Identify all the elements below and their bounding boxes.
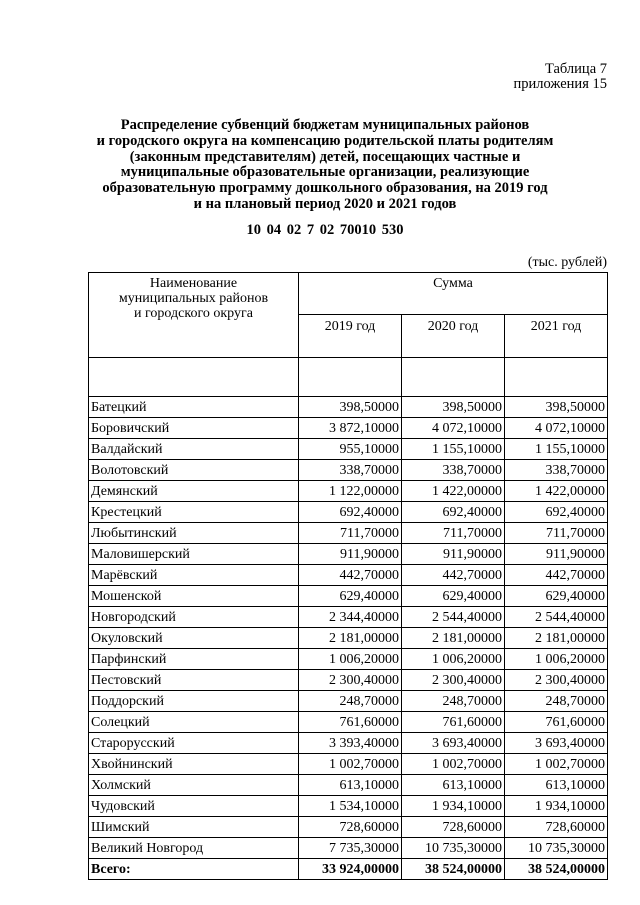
- district-name-cell: Маловишерский: [89, 544, 299, 565]
- district-name-cell: Всего:: [89, 859, 299, 880]
- table-row: [89, 817, 608, 838]
- amount-2020-cell: 1 006,20000: [402, 649, 505, 670]
- district-name-cell: Боровичский: [89, 418, 299, 439]
- amount-2019-cell: 2 300,40000: [299, 670, 402, 691]
- amount-2021-cell: 761,60000: [505, 712, 608, 733]
- amount-2020-cell: 1 422,00000: [402, 481, 505, 502]
- amount-2019-cell: 442,70000: [299, 565, 402, 586]
- amount-2020-cell: 338,70000: [402, 460, 505, 481]
- amount-2021-cell: 728,60000: [505, 817, 608, 838]
- budget-classification-code: 10 04 02 7 02 70010 530: [246, 222, 404, 238]
- title-line: (законным представителям) детей, посещающих частные и: [129, 148, 521, 165]
- amount-2020-cell: 2 300,40000: [402, 670, 505, 691]
- district-name-cell: Старорусский: [89, 733, 299, 754]
- amount-2020-cell: 2 544,40000: [402, 607, 505, 628]
- district-name-cell: Солецкий: [89, 712, 299, 733]
- amount-2019-cell: 398,50000: [299, 397, 402, 418]
- amount-2021-cell: 10 735,30000: [505, 838, 608, 859]
- amount-2020-cell: 692,40000: [402, 502, 505, 523]
- table-row: [89, 670, 608, 691]
- amount-2019-cell: 629,40000: [299, 586, 402, 607]
- district-name-cell: Поддорский: [89, 691, 299, 712]
- amount-2020-cell: 761,60000: [402, 712, 505, 733]
- total-row: [89, 859, 608, 880]
- table-row: [89, 460, 608, 481]
- amount-2021-cell: 692,40000: [505, 502, 608, 523]
- table-row: [89, 565, 608, 586]
- table-row: [89, 397, 608, 418]
- table-row: [89, 712, 608, 733]
- table-row: [89, 649, 608, 670]
- district-name-cell: Любытинский: [89, 523, 299, 544]
- district-name-cell: Марёвский: [89, 565, 299, 586]
- district-name-cell: Крестецкий: [89, 502, 299, 523]
- amount-2019-cell: 3 872,10000: [299, 418, 402, 439]
- sum-column-header: Сумма: [299, 273, 608, 315]
- amount-2020-cell: 3 693,40000: [402, 733, 505, 754]
- amount-2021-cell: 38 524,00000: [505, 859, 608, 880]
- district-name-cell: Окуловский: [89, 628, 299, 649]
- amount-2019-cell: 1 006,20000: [299, 649, 402, 670]
- amount-2019-cell: 613,10000: [299, 775, 402, 796]
- district-name-cell: Великий Новгород: [89, 838, 299, 859]
- appendix-reference: приложения 15: [513, 76, 607, 92]
- year-2021-header: 2021 год: [505, 315, 608, 358]
- document-title: [70, 118, 580, 213]
- title-line: образовательную программу дошкольного образования, на 2019 год: [102, 180, 548, 197]
- amount-2020-cell: 613,10000: [402, 775, 505, 796]
- amount-2021-cell: 2 300,40000: [505, 670, 608, 691]
- amount-2020-cell: 2 181,00000: [402, 628, 505, 649]
- year-2019-header: 2019 год: [299, 315, 402, 358]
- name-header-line: и городского округа: [134, 306, 253, 321]
- name-header-line: муниципальных районов: [118, 291, 269, 306]
- table-row: [89, 523, 608, 544]
- district-name-cell: Валдайский: [89, 439, 299, 460]
- header-spacer-row: [89, 358, 608, 397]
- amount-2019-cell: 2 181,00000: [299, 628, 402, 649]
- amount-2021-cell: 2 181,00000: [505, 628, 608, 649]
- amount-2020-cell: 711,70000: [402, 523, 505, 544]
- district-name-cell: Хвойнинский: [89, 754, 299, 775]
- amount-2021-cell: 3 693,40000: [505, 733, 608, 754]
- amount-2021-cell: 2 544,40000: [505, 607, 608, 628]
- amount-2021-cell: 442,70000: [505, 565, 608, 586]
- amount-2020-cell: 442,70000: [402, 565, 505, 586]
- amount-2019-cell: 761,60000: [299, 712, 402, 733]
- subsidy-table: [88, 272, 608, 880]
- amount-2021-cell: 1 006,20000: [505, 649, 608, 670]
- amount-2021-cell: 1 934,10000: [505, 796, 608, 817]
- table-reference: [514, 62, 607, 92]
- table-row: [89, 754, 608, 775]
- amount-2021-cell: 1 155,10000: [505, 439, 608, 460]
- district-name-cell: Пестовский: [89, 670, 299, 691]
- table-row: [89, 439, 608, 460]
- amount-2020-cell: 1 155,10000: [402, 439, 505, 460]
- amount-2021-cell: 248,70000: [505, 691, 608, 712]
- table-row: [89, 586, 608, 607]
- amount-2020-cell: 398,50000: [402, 397, 505, 418]
- title-line: и городского округа на компенсацию родительской платы родителям: [96, 132, 554, 149]
- amount-2019-cell: 728,60000: [299, 817, 402, 838]
- amount-2021-cell: 911,90000: [505, 544, 608, 565]
- table-row: [89, 775, 608, 796]
- table-row: [89, 628, 608, 649]
- title-line: и на плановый период 2020 и 2021 годов: [193, 195, 457, 212]
- table-row: [89, 418, 608, 439]
- district-name-cell: Батецкий: [89, 397, 299, 418]
- table-row: [89, 502, 608, 523]
- table-row: [89, 838, 608, 859]
- amount-2019-cell: 692,40000: [299, 502, 402, 523]
- amount-2021-cell: 1 002,70000: [505, 754, 608, 775]
- amount-2019-cell: 248,70000: [299, 691, 402, 712]
- name-column-header: [89, 273, 299, 358]
- unit-label: (тыс. рублей): [527, 255, 607, 270]
- amount-2020-cell: 728,60000: [402, 817, 505, 838]
- district-name-cell: Демянский: [89, 481, 299, 502]
- district-name-cell: Новгородский: [89, 607, 299, 628]
- amount-2020-cell: 38 524,00000: [402, 859, 505, 880]
- name-header-line: Наименование: [149, 276, 238, 291]
- amount-2021-cell: 1 422,00000: [505, 481, 608, 502]
- table-row: [89, 544, 608, 565]
- table-number: Таблица 7: [544, 61, 607, 77]
- amount-2019-cell: 955,10000: [299, 439, 402, 460]
- table-row: [89, 796, 608, 817]
- table-row: [89, 733, 608, 754]
- district-name-cell: Шимский: [89, 817, 299, 838]
- amount-2019-cell: 911,90000: [299, 544, 402, 565]
- title-line: муниципальные образовательные организации, реализующие: [120, 164, 530, 181]
- amount-2021-cell: 629,40000: [505, 586, 608, 607]
- amount-2021-cell: 4 072,10000: [505, 418, 608, 439]
- district-name-cell: Парфинский: [89, 649, 299, 670]
- amount-2020-cell: 248,70000: [402, 691, 505, 712]
- table-row: [89, 691, 608, 712]
- amount-2021-cell: 711,70000: [505, 523, 608, 544]
- amount-2021-cell: 398,50000: [505, 397, 608, 418]
- amount-2020-cell: 911,90000: [402, 544, 505, 565]
- amount-2021-cell: 338,70000: [505, 460, 608, 481]
- amount-2020-cell: 629,40000: [402, 586, 505, 607]
- district-name-cell: Волотовский: [89, 460, 299, 481]
- table-row: [89, 481, 608, 502]
- amount-2019-cell: 7 735,30000: [299, 838, 402, 859]
- year-2020-header: 2020 год: [402, 315, 505, 358]
- table-row: [89, 607, 608, 628]
- amount-2019-cell: 711,70000: [299, 523, 402, 544]
- district-name-cell: Чудовский: [89, 796, 299, 817]
- amount-2019-cell: 3 393,40000: [299, 733, 402, 754]
- amount-2020-cell: 1 002,70000: [402, 754, 505, 775]
- amount-2021-cell: 613,10000: [505, 775, 608, 796]
- title-line: Распределение субвенций бюджетам муниципальных районов: [120, 117, 530, 133]
- district-name-cell: Мошенской: [89, 586, 299, 607]
- amount-2019-cell: 2 344,40000: [299, 607, 402, 628]
- amount-2019-cell: 33 924,00000: [299, 859, 402, 880]
- amount-2019-cell: 338,70000: [299, 460, 402, 481]
- amount-2019-cell: 1 122,00000: [299, 481, 402, 502]
- amount-2020-cell: 10 735,30000: [402, 838, 505, 859]
- district-name-cell: Холмский: [89, 775, 299, 796]
- amount-2019-cell: 1 002,70000: [299, 754, 402, 775]
- amount-2020-cell: 4 072,10000: [402, 418, 505, 439]
- amount-2019-cell: 1 534,10000: [299, 796, 402, 817]
- amount-2020-cell: 1 934,10000: [402, 796, 505, 817]
